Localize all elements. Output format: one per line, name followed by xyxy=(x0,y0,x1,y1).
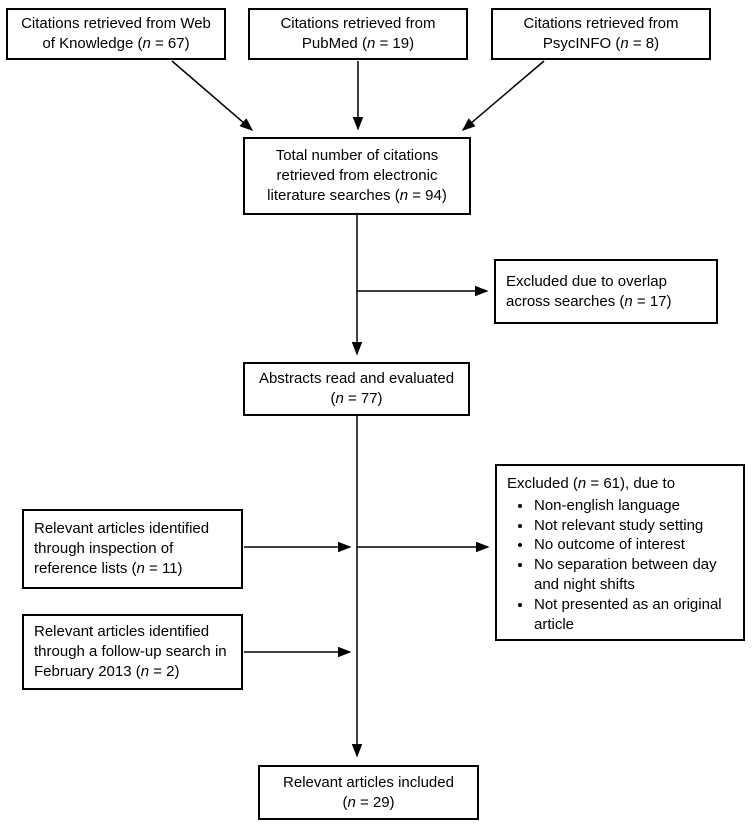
box-total-citations-text: Total number of citations retrieved from electronic literature searches (n = 94) xyxy=(267,147,447,204)
exclusion-reason: • Not relevant study setting xyxy=(533,516,733,536)
box-reference-lists xyxy=(22,509,243,589)
box-total-citations xyxy=(243,137,471,215)
box-psycinfo xyxy=(491,8,711,60)
exclusion-reason: • No outcome of interest xyxy=(533,535,733,555)
box-excluded-overlap-text: Excluded due to overlap across searches (n = 17) xyxy=(506,272,672,310)
box-reference-lists-text: Relevant articles identified through inspection of reference lists (n = 11) xyxy=(34,520,210,577)
box-abstracts-evaluated xyxy=(243,362,470,416)
box-articles-included-text: Relevant articles included (n = 29) xyxy=(283,773,454,811)
box-web-of-knowledge-text: Citations retrieved from Web of Knowledge (n = 67) xyxy=(21,15,211,52)
box-web-of-knowledge xyxy=(6,8,226,60)
exclusion-reason: • Not presented as an original article xyxy=(533,595,733,635)
exclusion-reason: • Non-english language xyxy=(533,496,733,516)
box-pubmed-text: Citations retrieved from PubMed (n = 19) xyxy=(280,15,436,52)
box-excluded-reasons xyxy=(495,464,745,641)
box-follow-up-search xyxy=(22,614,243,690)
box-abstracts-evaluated-text: Abstracts read and evaluated (n = 77) xyxy=(258,370,455,407)
exclusion-reason: • No separation between day and night shifts xyxy=(533,555,733,595)
box-psycinfo-text: Citations retrieved from PsycINFO (n = 8) xyxy=(523,15,679,52)
box-excluded-overlap xyxy=(494,259,718,324)
excluded-reasons-list xyxy=(507,496,733,635)
box-follow-up-search-text: Relevant articles identified through a follow-up search in February 2013 (n = 2) xyxy=(34,623,227,680)
box-articles-included xyxy=(258,765,479,820)
arrow-psycinfo-to-total xyxy=(463,61,544,130)
excluded-reasons-header: Excluded (n = 61), due to xyxy=(507,475,676,492)
box-pubmed xyxy=(248,8,468,60)
arrow-wok-to-total xyxy=(172,61,252,130)
